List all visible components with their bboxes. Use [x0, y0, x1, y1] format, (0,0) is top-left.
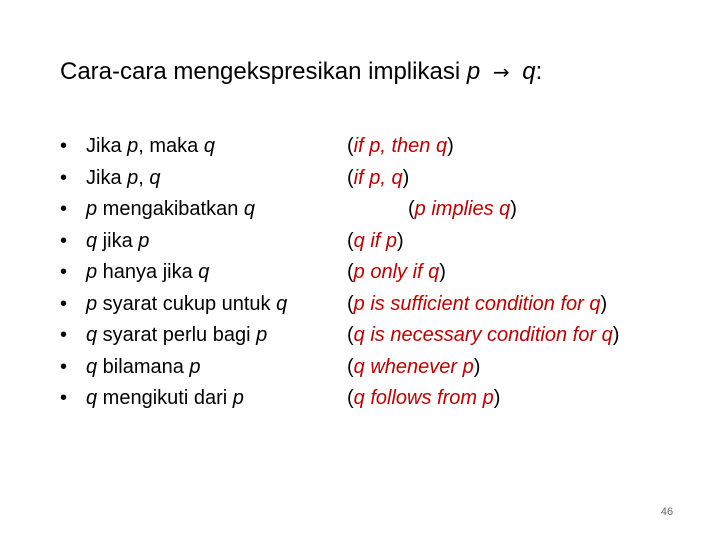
title-colon: :: [535, 58, 543, 85]
indonesian-phrase: [86, 352, 201, 384]
bullet-icon: •: [60, 324, 68, 346]
parenthesis: ): [510, 198, 517, 220]
phrase-segment: p: [86, 198, 98, 220]
phrase-segment: p: [138, 229, 150, 252]
title-var-q: q: [522, 58, 536, 85]
english-phrase: [347, 352, 480, 384]
bullet-icon: •: [60, 166, 68, 189]
parenthesis: ): [612, 324, 620, 346]
phrase-segment: , maka: [138, 135, 204, 157]
english-translation: q is necessary condition for q: [353, 324, 613, 346]
phrase-segment: p: [86, 292, 98, 315]
english-phrase: [408, 194, 517, 226]
english-translation: p only if q: [353, 261, 440, 283]
phrase-segment: p: [127, 135, 139, 157]
phrase-segment: q: [203, 135, 215, 157]
phrase-segment: Jika: [86, 135, 128, 157]
parenthesis: (: [347, 324, 354, 346]
english-translation: p is sufficient condition for q: [353, 292, 601, 315]
phrase-segment: q: [198, 261, 210, 283]
phrase-segment: jika: [97, 229, 139, 252]
english-translation: if p, then q: [353, 135, 448, 157]
phrase-segment: q: [86, 355, 98, 378]
implies-arrow-icon: →: [492, 60, 510, 84]
phrase-segment: syarat cukup untuk: [97, 292, 277, 315]
indonesian-phrase: [86, 131, 215, 163]
english-phrase: [347, 226, 404, 258]
title-var-p: p: [466, 58, 481, 85]
bullet-icon: •: [60, 198, 68, 220]
english-phrase: [347, 289, 607, 321]
title-text: Cara-cara mengekspresikan implikasi: [60, 58, 461, 85]
parenthesis: ): [397, 229, 404, 252]
indonesian-phrase: [86, 320, 267, 352]
parenthesis: ): [473, 355, 481, 378]
phrase-segment: q: [86, 324, 98, 346]
indonesian-phrase: [86, 226, 149, 258]
bullet-icon: •: [60, 135, 68, 157]
english-translation: q follows from p: [353, 387, 494, 409]
phrase-segment: p: [189, 355, 201, 378]
english-phrase: [347, 320, 619, 352]
parenthesis: (: [347, 261, 354, 283]
parenthesis: ): [402, 166, 410, 189]
phrase-segment: Jika: [86, 166, 128, 189]
bullet-icon: •: [60, 387, 68, 409]
parenthesis: ): [600, 292, 608, 315]
phrase-segment: syarat perlu bagi: [97, 324, 257, 346]
phrase-segment: p: [86, 261, 98, 283]
phrase-segment: p: [256, 324, 268, 346]
parenthesis: ): [493, 387, 501, 409]
indonesian-phrase: [86, 163, 161, 195]
bullet-icon: •: [60, 261, 68, 283]
phrase-segment: p: [232, 387, 244, 409]
phrase-segment: mengikuti dari: [97, 387, 233, 409]
slide-title: [60, 58, 542, 86]
indonesian-phrase: [86, 194, 255, 226]
english-phrase: [347, 257, 446, 289]
phrase-segment: q: [86, 387, 98, 409]
bullet-icon: •: [60, 229, 68, 252]
english-phrase: [347, 163, 409, 195]
indonesian-phrase: [86, 383, 244, 415]
parenthesis: (: [347, 135, 354, 157]
parenthesis: (: [347, 229, 354, 252]
parenthesis: (: [408, 198, 415, 220]
english-translation: if p, q: [353, 166, 403, 189]
phrase-segment: q: [276, 292, 288, 315]
indonesian-phrase: [86, 289, 287, 321]
phrase-segment: hanya jika: [97, 261, 199, 283]
phrase-segment: ,: [138, 166, 150, 189]
phrase-segment: q: [243, 198, 256, 220]
english-phrase: [347, 383, 500, 415]
parenthesis: (: [347, 355, 354, 378]
english-phrase: [347, 131, 454, 163]
bullet-icon: •: [60, 292, 68, 315]
phrase-segment: mengakibatkan: [97, 198, 244, 220]
phrase-segment: bilamana: [97, 355, 190, 378]
phrase-segment: q: [149, 166, 161, 189]
parenthesis: ): [439, 261, 446, 283]
bullet-icon: •: [60, 355, 68, 378]
indonesian-phrase: [86, 257, 209, 289]
parenthesis: ): [447, 135, 454, 157]
parenthesis: (: [347, 387, 354, 409]
phrase-segment: q: [86, 229, 98, 252]
parenthesis: (: [347, 292, 354, 315]
parenthesis: (: [347, 166, 354, 189]
english-translation: q whenever p: [353, 355, 474, 378]
english-translation: p implies q: [414, 198, 511, 220]
page-number: 46: [660, 506, 674, 518]
english-translation: q if p: [353, 229, 398, 252]
phrase-segment: p: [127, 166, 139, 189]
